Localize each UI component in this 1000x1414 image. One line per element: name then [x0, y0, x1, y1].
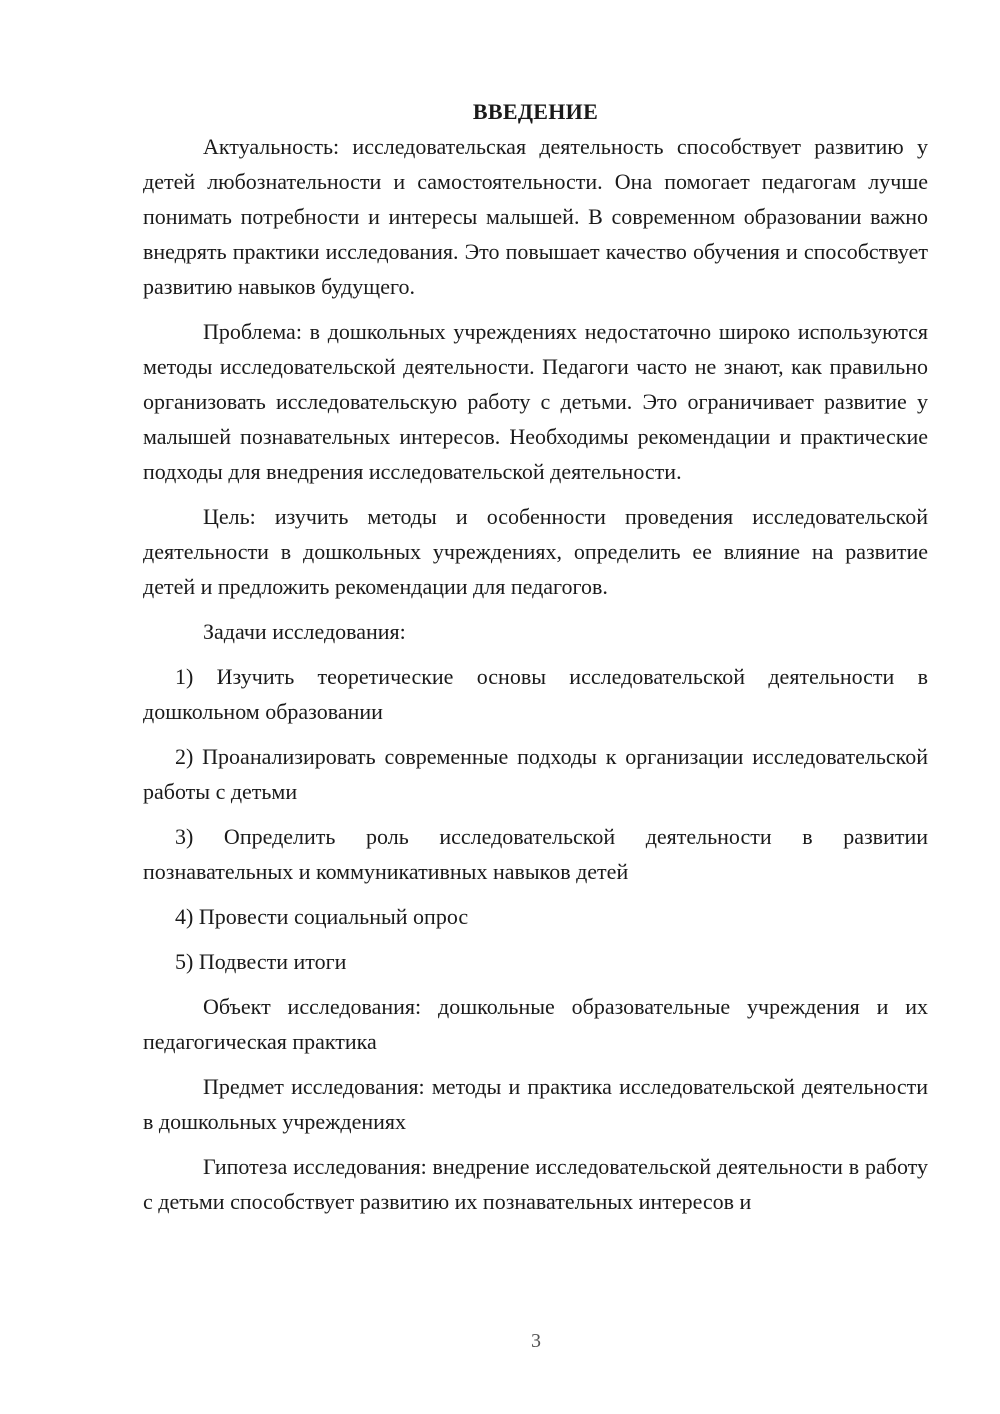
paragraph-gap [143, 934, 928, 944]
object-paragraph: Объект исследования: дошкольные образовательные учреждения и их педагогическая практика [143, 994, 928, 1054]
paragraph-gap [143, 889, 928, 899]
paragraph-gap [143, 649, 928, 659]
task-item-4: 4) Провести социальный опрос [175, 904, 469, 929]
page-number: 3 [531, 1330, 541, 1352]
paragraph-gap [143, 489, 928, 499]
paragraph-gap [143, 304, 928, 314]
document-page [143, 94, 928, 1219]
page-title: ВВЕДЕНИЕ [472, 99, 599, 124]
subject-paragraph: Предмет исследования: методы и практика исследовательской деятельности в дошкольных учреждениях [143, 1074, 928, 1134]
paragraph-gap [143, 1059, 928, 1069]
relevance-paragraph: Актуальность: исследовательская деятельность способствует развитию у детей любознательности и самостоятельности. Она помогает педагогам лучше понимать потребности и интересы малышей. В современном образовании важно внедрять практики исследования. Это повышает качество обучения и способствует развитию навыков будущего. [143, 134, 928, 299]
tasks-heading: Задачи исследования: [203, 619, 406, 644]
paragraph-gap [143, 979, 928, 989]
paragraph-gap [143, 729, 928, 739]
task-item-1: 1) Изучить теоретические основы исследовательской деятельности в дошкольном образовании [143, 664, 928, 724]
paragraph-gap [143, 1139, 928, 1149]
goal-paragraph: Цель: изучить методы и особенности проведения исследовательской деятельности в дошкольных учреждениях, определить ее влияние на развитие детей и предложить рекомендации для педагогов. [143, 504, 928, 599]
problem-paragraph: Проблема: в дошкольных учреждениях недостаточно широко используются методы исследовательской деятельности. Педагоги часто не знают, как правильно организовать исследовательскую работу с детьми. Это ограничивает развитие у малышей познавательных интересов. Необходимы рекомендации и практические подходы для внедрения исследовательской деятельности. [143, 319, 928, 484]
task-item-5: 5) Подвести итоги [175, 949, 347, 974]
task-item-3: 3) Определить роль исследовательской деятельности в развитии познавательных и коммуникативных навыков детей [143, 824, 928, 884]
hypothesis-paragraph: Гипотеза исследования: внедрение исследовательской деятельности в работу с детьми способствует развитию их познавательных интересов и [143, 1154, 928, 1214]
paragraph-gap [143, 809, 928, 819]
paragraph-gap [143, 604, 928, 614]
task-item-2: 2) Проанализировать современные подходы к организации исследовательской работы с детьми [143, 744, 928, 804]
